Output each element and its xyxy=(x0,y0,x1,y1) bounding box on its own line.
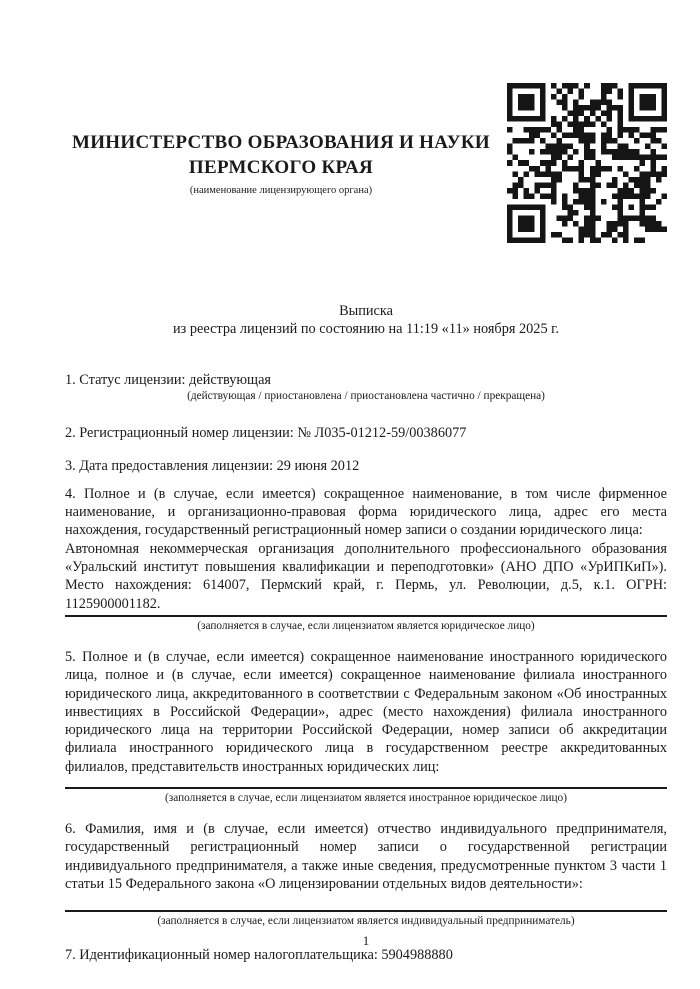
license-status-item: 1. Статус лицензии: действующая xyxy=(65,372,271,388)
license-grant-date-item: 3. Дата предоставления лицензии: 29 июня 2012 xyxy=(65,457,360,474)
licensing-authority-block xyxy=(65,130,507,197)
foreign-entity-info-label: 5. Полное и (в случае, если имеется) сокращенное наименование иностранного юридического лица, полное и (в случае, если имеется) сокращенное наименование филиала иностранного юридического лица, аккредитованного в соответствии с Федеральным законом «Об иностранных инвестициях в Российской Федерации», адрес (место нахождения) филиала иностранного юридического лица на территории Российской Федерации, номер записи об аккредитации филиала иностранного юридического лица в государственном реестре аккредитованных филиалов, представительств иностранных юридических лиц: xyxy=(65,648,667,775)
ministry-name-line2: ПЕРМСКОГО КРАЯ xyxy=(188,156,374,178)
foreign-entity-caption: (заполняется в случае, если лицензиатом является иностранное юридическое лицо) xyxy=(165,792,567,805)
legal-entity-fill-line xyxy=(65,615,667,617)
individual-entrepreneur-fill-line xyxy=(65,910,667,912)
document-title-line1: Выписка xyxy=(339,303,393,319)
ministry-name-line1: МИНИСТЕРСТВО ОБРАЗОВАНИЯ И НАУКИ xyxy=(71,131,491,153)
document-header xyxy=(65,83,667,243)
licensing-authority-caption: (наименование лицензирующего органа) xyxy=(189,184,373,196)
legal-entity-info-label: 4. Полное и (в случае, если имеется) сокращенное наименование, в том числе фирменное наименование, и организационно-правовая форма юридического лица, адрес его места нахождения, государственный регистрационный номер записи о создании юридического лица: xyxy=(65,485,667,539)
foreign-entity-section xyxy=(65,648,667,806)
foreign-entity-fill-line xyxy=(65,787,667,789)
individual-entrepreneur-caption: (заполняется в случае, если лицензиатом является индивидуальный предприниматель) xyxy=(157,915,575,928)
qr-code-image xyxy=(507,83,667,243)
legal-entity-caption: (заполняется в случае, если лицензиатом является юридическое лицо) xyxy=(197,619,535,632)
registration-number-item: 2. Регистрационный номер лицензии: № Л035-01212-59/00386077 xyxy=(65,425,467,442)
document-title xyxy=(65,303,667,338)
taxpayer-id-item: 7. Идентификационный номер налогоплательщика: 5904988880 xyxy=(65,947,453,964)
individual-entrepreneur-section xyxy=(65,820,667,929)
page-number: 1 xyxy=(362,933,370,948)
license-status-options-caption: (действующая / приостановлена / приостановлена частично / прекращена) xyxy=(187,390,545,403)
legal-entity-info-value: Автономная некоммерческая организация дополнительного профессионального образования «Уральский институт повышения квалификации и переподготовки» (АНО ДПО «УрИПКиП»). Место нахождения: 614007, Пермский край, г. Пермь, ул. Революции, д.5, к.1. ОГРН: 1125900001182. xyxy=(65,540,667,612)
individual-entrepreneur-info-label: 6. Фамилия, имя и (в случае, если имеется) отчество индивидуального предпринимателя, государственный регистрационный номер записи о государственной регистрации индивидуального предпринимателя, а также иные сведения, предусмотренные пунктом 3 части 1 статьи 15 Федерального закона «О лицензировании отдельных видов деятельности»: xyxy=(65,821,667,892)
legal-entity-section xyxy=(65,485,667,634)
document-title-line2: из реестра лицензий по состоянию на 11:19 «11» ноября 2025 г. xyxy=(173,320,559,337)
